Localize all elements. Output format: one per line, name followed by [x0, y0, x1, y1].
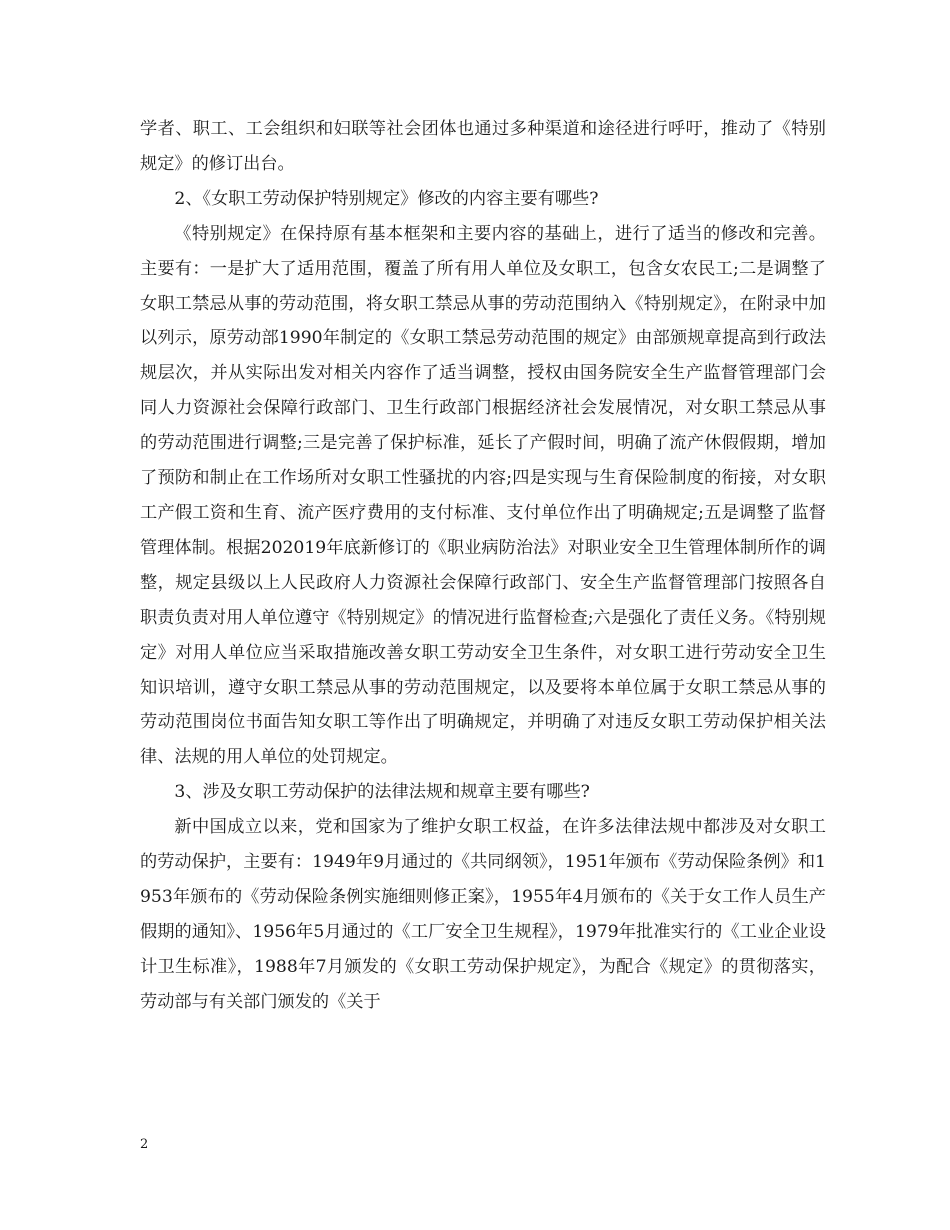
paragraph-revision-content: 《特别规定》在保持原有基本框架和主要内容的基础上，进行了适当的修改和完善。主要有：一是扩大了适用范围，覆盖了所有用人单位及女职工，包含女农民工;二是调整了女职工禁忌从事的劳动范围，将女职工禁忌从事的劳动范围纳入《特别规定》，在附录中加以列示，原劳动部1990年制定的《女职工禁忌劳动范围的规定》由部颁规章提高到行政法规层次，并从实际出发对相关内容作了适当调整，授权由国务院安全生产监督管理部门会同人力资源社会保障行政部门、卫生行政部门根据经济社会发展情况，对女职工禁忌从事的劳动范围进行调整;三是完善了保护标准，延长了产假时间，明确了流产休假假期，增加了预防和制止在工作场所对女职工性骚扰的内容;四是实现与生育保险制度的衔接，对女职工产假工资和生育、流产医疗费用的支付标准、支付单位作出了明确规定;五是调整了监督管理体制。根据202019年底新修订的《职业病防治法》对职业安全卫生管理体制所作的调整，规定县级以上人民政府人力资源社会保障行政部门、安全生产监督管理部门按照各自职责负责对用人单位遵守《特别规定》的情况进行监督检查;六是强化了责任义务。《特别规定》对用人单位应当采取措施改善女职工劳动安全卫生条件，对女职工进行劳动安全卫生知识培训，遵守女职工禁忌从事的劳动范围规定，以及要将本单位属于女职工禁忌从事的劳动范围岗位书面告知女职工等作出了明确规定，并明确了对违反女职工劳动保护相关法律、法规的用人单位的处罚规定。 [140, 223, 826, 768]
paragraph-laws-overview: 新中国成立以来，党和国家为了维护女职工权益，在许多法律法规中都涉及对女职工的劳动保护，主要有：1949年9月通过的《共同纲领》，1951年颁布《劳动保险条例》和1953年颁布的《劳动保险条例实施细则修正案》，1955年4月颁布的《关于女工作人员生产假期的通知》、1956年5月通过的《工厂安全卫生规程》，1979年批准实行的《工业企业设计卫生标准》，1988年7月颁发的《女职工劳动保护规定》，为配合《规定》的贯彻落实，劳动部与有关部门颁发的《关于 [140, 817, 826, 1012]
section-heading-3: 3、涉及女职工劳动保护的法律法规和规章主要有哪些? [174, 782, 590, 803]
document-body [140, 112, 826, 1020]
section-heading-2: 2、《女职工劳动保护特别规定》修改的内容主要有哪些? [174, 188, 599, 209]
page-number: 2 [140, 1137, 149, 1152]
paragraph-continuation: 学者、职工、工会组织和妇联等社会团体也通过多种渠道和途径进行呼吁，推动了《特别规定》的修订出台。 [140, 119, 826, 174]
